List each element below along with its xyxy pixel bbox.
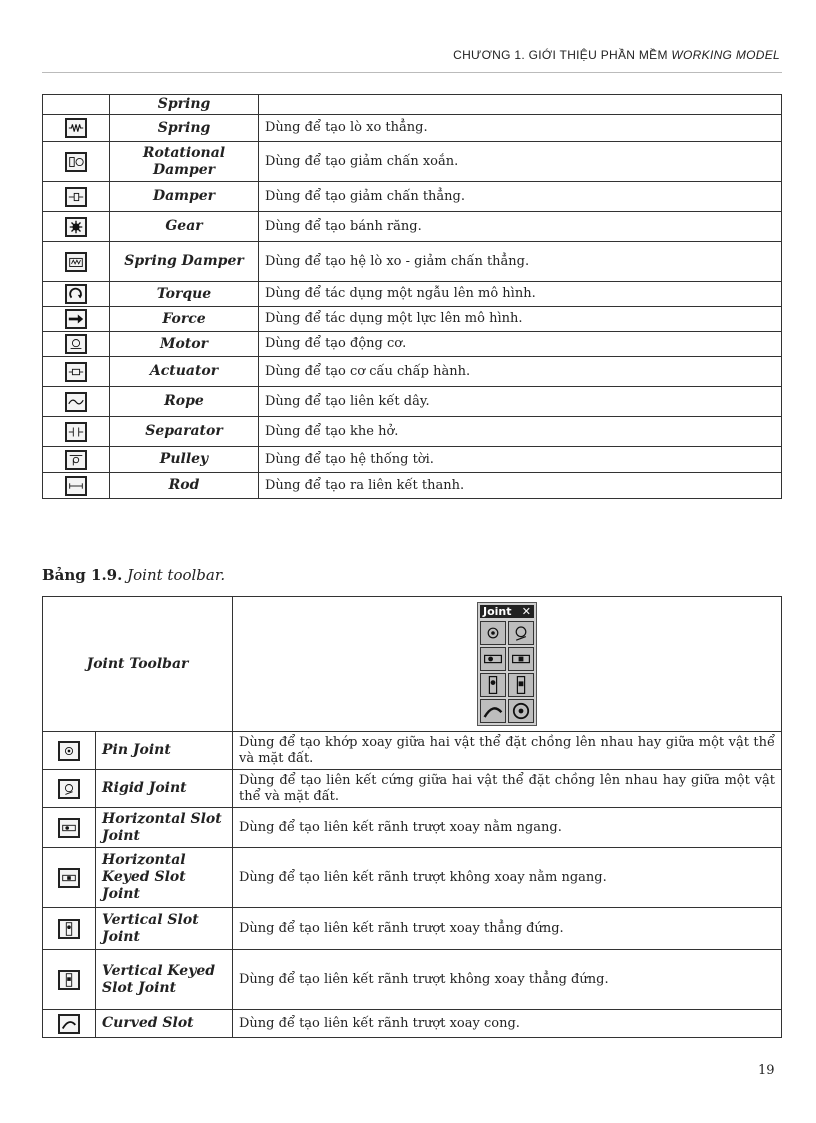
- tool-name: Pulley: [110, 447, 259, 473]
- tool-name: Vertical Slot Joint: [96, 908, 233, 950]
- tool-name: Rigid Joint: [96, 770, 233, 808]
- table-row: [43, 732, 782, 770]
- force-icon[interactable]: [65, 309, 87, 329]
- palette-titlebar: [480, 605, 534, 618]
- tool-description: Dùng để tạo liên kết rãnh trượt xoay nằm ngang.: [233, 808, 782, 848]
- close-icon[interactable]: ✕: [521, 605, 531, 618]
- table-row: [43, 597, 782, 732]
- tool-name: Horizontal Slot Joint: [96, 808, 233, 848]
- tool-description: Dùng để tạo hệ thống tời.: [259, 447, 782, 473]
- tool-description: Dùng để tác dụng một lực lên mô hình.: [259, 307, 782, 332]
- separator-icon[interactable]: [65, 422, 87, 442]
- tool-name: Rope: [110, 387, 259, 417]
- table-row: [43, 357, 782, 387]
- table-row: [43, 307, 782, 332]
- table-row: [43, 387, 782, 417]
- rod-icon[interactable]: [65, 476, 87, 496]
- tool-description: Dùng để tạo khe hở.: [259, 417, 782, 447]
- joint-toolbar-heading: Joint Toolbar: [43, 597, 233, 732]
- table-row: [43, 242, 782, 282]
- table-row: [43, 417, 782, 447]
- table-row: [43, 142, 782, 182]
- vertical-keyed-slot-joint-icon[interactable]: [508, 673, 534, 697]
- curved-slot-icon[interactable]: [480, 699, 506, 723]
- tool-name: Spring: [110, 115, 259, 142]
- table-row: [43, 115, 782, 142]
- tool-name: Horizontal Keyed Slot Joint: [96, 848, 233, 908]
- joint-toolbar-table: [42, 596, 782, 1038]
- palette-grid: [480, 621, 534, 723]
- table-cell: [43, 95, 110, 115]
- tool-description: Dùng để tạo giảm chấn xoắn.: [259, 142, 782, 182]
- tool-description: Dùng để tạo liên kết rãnh trượt không xoay thẳng đứng.: [233, 950, 782, 1010]
- rigid-joint-icon[interactable]: [58, 779, 80, 799]
- table-row: [43, 473, 782, 499]
- pin-joint-icon[interactable]: [480, 621, 506, 645]
- vertical-slot-joint-icon[interactable]: [480, 673, 506, 697]
- spring-damper-icon[interactable]: [65, 252, 87, 272]
- tool-name: Rod: [110, 473, 259, 499]
- tool-description: Dùng để tạo liên kết dây.: [259, 387, 782, 417]
- tool-name: Damper: [110, 182, 259, 212]
- horizontal-slot-joint-icon[interactable]: [58, 818, 80, 838]
- table-row: [43, 182, 782, 212]
- spring-toolbar-table: [42, 94, 782, 499]
- pulley-icon[interactable]: [65, 450, 87, 470]
- tool-name: Motor: [110, 332, 259, 357]
- table-row: [43, 332, 782, 357]
- tool-name: Torque: [110, 282, 259, 307]
- tool-name: Force: [110, 307, 259, 332]
- tool-name: Gear: [110, 212, 259, 242]
- page-number: 19: [758, 1063, 775, 1078]
- actuator-icon[interactable]: [65, 362, 87, 382]
- table-row: [43, 950, 782, 1010]
- tool-description: Dùng để tạo lò xo thẳng.: [259, 115, 782, 142]
- table-caption: [42, 566, 225, 584]
- palette-title: Joint: [483, 605, 512, 618]
- pin-joint-icon[interactable]: [58, 741, 80, 761]
- caption-text: Joint toolbar.: [127, 566, 226, 584]
- table-row: [43, 808, 782, 848]
- tool-name: Spring: [110, 95, 259, 115]
- tool-description: Dùng để tạo hệ lò xo - giảm chấn thẳng.: [259, 242, 782, 282]
- tool-name: Curved Slot: [96, 1010, 233, 1038]
- vertical-slot-joint-icon[interactable]: [58, 919, 80, 939]
- tool-description: Dùng để tạo ra liên kết thanh.: [259, 473, 782, 499]
- rope-icon[interactable]: [65, 392, 87, 412]
- curved-slot-icon[interactable]: [58, 1014, 80, 1034]
- table-row: [43, 212, 782, 242]
- table-row: [43, 770, 782, 808]
- tool-description: Dùng để tạo liên kết rãnh trượt không xoay nằm ngang.: [233, 848, 782, 908]
- chapter-title: CHƯƠNG 1. GIỚI THIỆU PHẦN MỀM: [453, 48, 668, 62]
- rigid-joint-icon[interactable]: [508, 621, 534, 645]
- table-row: [43, 1010, 782, 1038]
- tool-description: Dùng để tạo giảm chấn thẳng.: [259, 182, 782, 212]
- rotational-damper-icon[interactable]: [65, 152, 87, 172]
- tool-name: Pin Joint: [96, 732, 233, 770]
- joint-toolbar-palette: [477, 602, 537, 726]
- page-header: [0, 48, 780, 62]
- tool-name: Separator: [110, 417, 259, 447]
- tool-description: [259, 95, 782, 115]
- motor-icon[interactable]: [65, 334, 87, 354]
- chapter-title-italic: WORKING MODEL: [671, 48, 780, 62]
- tool-description: Dùng để tạo khớp xoay giữa hai vật thể đặt chồng lên nhau hay giữa một vật thể và mặt đất.: [233, 732, 782, 770]
- tool-description: Dùng để tạo liên kết rãnh trượt xoay cong.: [233, 1010, 782, 1038]
- tool-description: Dùng để tác dụng một ngẫu lên mô hình.: [259, 282, 782, 307]
- table-row: [43, 282, 782, 307]
- caption-label: Bảng 1.9.: [42, 566, 123, 584]
- spring-icon[interactable]: [65, 118, 87, 138]
- horizontal-slot-joint-icon[interactable]: [480, 647, 506, 671]
- tool-description: Dùng để tạo liên kết rãnh trượt xoay thẳng đứng.: [233, 908, 782, 950]
- vertical-keyed-slot-joint-icon[interactable]: [58, 970, 80, 990]
- damper-icon[interactable]: [65, 187, 87, 207]
- tool-description: Dùng để tạo bánh răng.: [259, 212, 782, 242]
- horizontal-keyed-slot-joint-icon[interactable]: [508, 647, 534, 671]
- tool-description: Dùng để tạo cơ cấu chấp hành.: [259, 357, 782, 387]
- horizontal-keyed-slot-joint-icon[interactable]: [58, 868, 80, 888]
- torque-icon[interactable]: [65, 284, 87, 304]
- tool-name: Rotational Damper: [110, 142, 259, 182]
- curved-slot-alt-icon[interactable]: [508, 699, 534, 723]
- tool-description: Dùng để tạo liên kết cứng giữa hai vật thể đặt chồng lên nhau hay giữa một vật thể và mặt đất.: [233, 770, 782, 808]
- tool-name: Vertical Keyed Slot Joint: [96, 950, 233, 1010]
- tool-name: Spring Damper: [110, 242, 259, 282]
- table-row: [43, 95, 782, 115]
- table-row: [43, 908, 782, 950]
- tool-description: Dùng để tạo động cơ.: [259, 332, 782, 357]
- header-divider: [42, 72, 782, 73]
- table-row: [43, 848, 782, 908]
- table-row: [43, 447, 782, 473]
- gear-icon[interactable]: [65, 217, 87, 237]
- tool-name: Actuator: [110, 357, 259, 387]
- table-cell: [233, 597, 782, 732]
